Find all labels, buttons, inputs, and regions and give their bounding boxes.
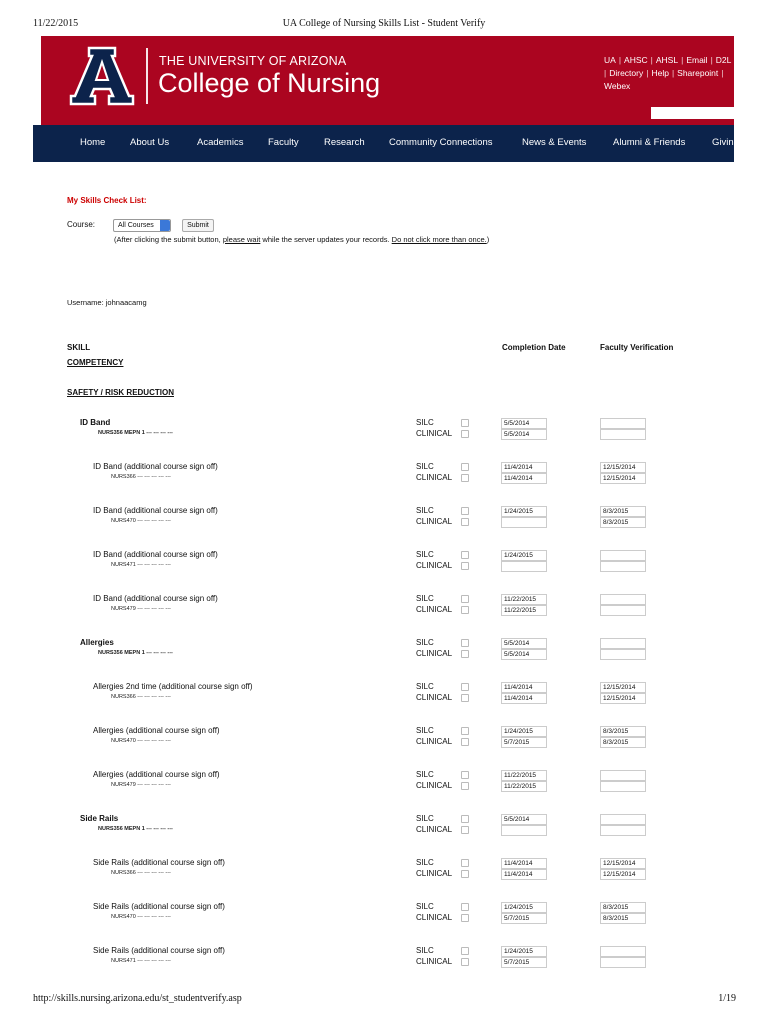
notice-dont-click: Do not click more than once. xyxy=(391,235,487,244)
clinical-checkbox[interactable] xyxy=(461,914,469,922)
silc-label: SILC xyxy=(416,682,434,691)
util-separator: | xyxy=(671,68,675,78)
skill-name: Side Rails (additional course sign off) xyxy=(93,902,225,911)
search-input[interactable] xyxy=(651,107,741,119)
header-completion-date: Completion Date xyxy=(502,343,566,352)
clinical-label: CLINICAL xyxy=(416,693,453,702)
skill-course-code: NURS479 --- --- --- --- --- xyxy=(111,606,171,612)
silc-faculty-verification[interactable]: 12/15/2014 xyxy=(600,462,646,473)
skill-row xyxy=(0,858,768,890)
main-nav xyxy=(33,125,739,162)
silc-faculty-verification[interactable]: 8/3/2015 xyxy=(600,506,646,517)
silc-faculty-verification[interactable] xyxy=(600,418,646,429)
silc-checkbox[interactable] xyxy=(461,903,469,911)
clinical-faculty-verification[interactable] xyxy=(600,561,646,572)
clinical-label: CLINICAL xyxy=(416,737,453,746)
clinical-faculty-verification[interactable] xyxy=(600,957,646,968)
skill-course-code: NURS470 --- --- --- --- --- xyxy=(111,518,171,524)
util-separator: | xyxy=(646,68,649,78)
skill-name: ID Band (additional course sign off) xyxy=(93,462,218,471)
college-name: College of Nursing xyxy=(158,68,381,98)
skill-course-code: NURS366 --- --- --- --- --- xyxy=(111,474,171,480)
silc-checkbox[interactable] xyxy=(461,683,469,691)
clinical-checkbox[interactable] xyxy=(461,606,469,614)
clinical-faculty-verification[interactable] xyxy=(600,649,646,660)
silc-label: SILC xyxy=(416,858,434,867)
clinical-completion-date[interactable] xyxy=(501,825,547,836)
util-link[interactable]: AHSC xyxy=(624,55,648,65)
util-separator: | xyxy=(721,68,724,78)
skill-name: ID Band xyxy=(80,418,111,427)
print-page-number: 1/19 xyxy=(718,993,736,1004)
skill-row xyxy=(0,506,768,538)
util-link[interactable]: UA xyxy=(604,55,616,65)
skill-row xyxy=(0,726,768,758)
util-separator: | xyxy=(681,55,684,65)
silc-faculty-verification[interactable] xyxy=(600,594,646,605)
silc-checkbox[interactable] xyxy=(461,859,469,867)
skill-name: ID Band (additional course sign off) xyxy=(93,550,218,559)
clinical-faculty-verification[interactable]: 8/3/2015 xyxy=(600,737,646,748)
notice-wait: please wait xyxy=(222,235,261,244)
chevron-down-icon xyxy=(160,220,170,231)
section-safety-risk-reduction: SAFETY / RISK REDUCTION xyxy=(67,388,174,397)
util-link-webex[interactable]: Webex xyxy=(604,81,631,91)
clinical-faculty-verification[interactable] xyxy=(600,605,646,616)
skill-name: ID Band (additional course sign off) xyxy=(93,594,218,603)
silc-completion-date[interactable]: 1/24/2015 xyxy=(501,550,547,561)
clinical-completion-date[interactable]: 5/5/2014 xyxy=(501,429,547,440)
clinical-completion-date[interactable]: 11/4/2014 xyxy=(501,693,547,704)
clinical-completion-date[interactable]: 11/22/2015 xyxy=(501,781,547,792)
clinical-completion-date[interactable]: 11/22/2015 xyxy=(501,605,547,616)
silc-completion-date[interactable]: 11/4/2014 xyxy=(501,858,547,869)
silc-checkbox[interactable] xyxy=(461,551,469,559)
print-title: UA College of Nursing Skills List - Student Verify xyxy=(282,18,486,29)
skill-course-code: NURS366 --- --- --- --- --- xyxy=(111,694,171,700)
silc-faculty-verification[interactable] xyxy=(600,946,646,957)
print-url: http://skills.nursing.arizona.edu/st_studentverify.asp xyxy=(33,993,242,1004)
skill-row xyxy=(0,682,768,714)
clinical-label: CLINICAL xyxy=(416,517,453,526)
util-link[interactable]: AHSL xyxy=(655,55,679,65)
skill-course-code: NURS356 MEPN 1 --- --- --- --- xyxy=(98,826,173,832)
skill-course-code: NURS471 --- --- --- --- --- xyxy=(111,958,171,964)
clinical-label: CLINICAL xyxy=(416,561,453,570)
clinical-checkbox[interactable] xyxy=(461,738,469,746)
clinical-faculty-verification[interactable]: 12/15/2014 xyxy=(600,473,646,484)
skill-name: ID Band (additional course sign off) xyxy=(93,506,218,515)
silc-completion-date[interactable]: 1/24/2015 xyxy=(501,946,547,957)
silc-label: SILC xyxy=(416,594,434,603)
clinical-faculty-verification[interactable] xyxy=(600,429,646,440)
course-select[interactable] xyxy=(113,219,171,232)
clinical-completion-date[interactable]: 11/4/2014 xyxy=(501,869,547,880)
clinical-faculty-verification[interactable]: 12/15/2014 xyxy=(600,869,646,880)
submit-button[interactable]: Submit xyxy=(182,219,214,232)
clinical-checkbox[interactable] xyxy=(461,826,469,834)
skill-course-code: NURS470 --- --- --- --- --- xyxy=(111,738,171,744)
silc-checkbox[interactable] xyxy=(461,595,469,603)
clinical-checkbox[interactable] xyxy=(461,430,469,438)
silc-faculty-verification[interactable] xyxy=(600,638,646,649)
skill-name: Allergies xyxy=(80,638,114,647)
skill-row xyxy=(0,638,768,670)
skill-row xyxy=(0,946,768,978)
skill-course-code: NURS356 MEPN 1 --- --- --- --- xyxy=(98,430,173,436)
silc-label: SILC xyxy=(416,462,434,471)
silc-completion-date[interactable]: 5/5/2014 xyxy=(501,418,547,429)
clinical-completion-date[interactable]: 5/7/2015 xyxy=(501,737,547,748)
nav-item[interactable]: Academics xyxy=(197,137,244,148)
silc-label: SILC xyxy=(416,902,434,911)
silc-label: SILC xyxy=(416,638,434,647)
nav-item[interactable]: Faculty xyxy=(268,137,299,148)
clinical-completion-date[interactable]: 11/4/2014 xyxy=(501,473,547,484)
clinical-checkbox[interactable] xyxy=(461,562,469,570)
university-logo[interactable] xyxy=(69,46,135,106)
silc-checkbox[interactable] xyxy=(461,947,469,955)
clinical-checkbox[interactable] xyxy=(461,650,469,658)
silc-completion-date[interactable]: 5/5/2014 xyxy=(501,638,547,649)
print-header xyxy=(0,18,768,32)
silc-faculty-verification[interactable]: 8/3/2015 xyxy=(600,902,646,913)
clinical-faculty-verification[interactable]: 12/15/2014 xyxy=(600,693,646,704)
util-separator: | xyxy=(618,55,622,65)
nav-item[interactable]: News & Events xyxy=(522,137,587,148)
silc-completion-date[interactable]: 11/4/2014 xyxy=(501,682,547,693)
nav-item[interactable]: Home xyxy=(80,137,106,148)
clinical-completion-date[interactable] xyxy=(501,561,547,572)
clinical-faculty-verification[interactable] xyxy=(600,825,646,836)
skill-name: Allergies (additional course sign off) xyxy=(93,726,220,735)
skill-course-code: NURS479 --- --- --- --- --- xyxy=(111,782,171,788)
util-link[interactable]: D2L xyxy=(715,55,732,65)
university-name: THE UNIVERSITY OF ARIZONA xyxy=(159,54,347,68)
skill-row xyxy=(0,594,768,626)
print-date: 11/22/2015 xyxy=(33,18,79,29)
skill-name: Side Rails (additional course sign off) xyxy=(93,946,225,955)
silc-faculty-verification[interactable] xyxy=(600,814,646,825)
clinical-checkbox[interactable] xyxy=(461,782,469,790)
clinical-label: CLINICAL xyxy=(416,957,453,966)
clinical-label: CLINICAL xyxy=(416,825,453,834)
skill-row xyxy=(0,418,768,450)
username: Username: johnaacamg xyxy=(67,298,147,307)
logo-letter: A xyxy=(69,46,70,47)
silc-completion-date[interactable]: 11/22/2015 xyxy=(501,594,547,605)
clinical-label: CLINICAL xyxy=(416,649,453,658)
skill-row xyxy=(0,462,768,494)
clinical-checkbox[interactable] xyxy=(461,474,469,482)
clinical-faculty-verification[interactable]: 8/3/2015 xyxy=(600,913,646,924)
silc-completion-date[interactable]: 1/24/2015 xyxy=(501,726,547,737)
silc-label: SILC xyxy=(416,506,434,515)
clinical-checkbox[interactable] xyxy=(461,870,469,878)
silc-checkbox[interactable] xyxy=(461,463,469,471)
skill-course-code: NURS471 --- --- --- --- --- xyxy=(111,562,171,568)
silc-completion-date[interactable]: 1/24/2015 xyxy=(501,902,547,913)
silc-label: SILC xyxy=(416,550,434,559)
clinical-completion-date[interactable]: 5/7/2015 xyxy=(501,957,547,968)
util-link[interactable]: Email xyxy=(686,55,708,65)
notice-text-mid: while the server updates your records. xyxy=(260,235,392,244)
util-separator: | xyxy=(604,68,607,78)
silc-faculty-verification[interactable] xyxy=(600,550,646,561)
notice-text: (After clicking the submit button, xyxy=(114,235,223,244)
skill-course-code: NURS356 MEPN 1 --- --- --- --- xyxy=(98,650,173,656)
silc-faculty-verification[interactable]: 12/15/2014 xyxy=(600,858,646,869)
course-label: Course: xyxy=(67,220,96,229)
nav-item[interactable]: Giving xyxy=(712,137,739,148)
site-banner xyxy=(41,36,734,125)
silc-label: SILC xyxy=(416,946,434,955)
silc-completion-date[interactable]: 11/22/2015 xyxy=(501,770,547,781)
clinical-completion-date[interactable]: 5/7/2015 xyxy=(501,913,547,924)
skill-name: Side Rails (additional course sign off) xyxy=(93,858,225,867)
silc-completion-date[interactable]: 5/5/2014 xyxy=(501,814,547,825)
clinical-label: CLINICAL xyxy=(416,781,453,790)
clinical-label: CLINICAL xyxy=(416,605,453,614)
skill-name: Allergies 2nd time (additional course sign off) xyxy=(93,682,253,691)
clinical-faculty-verification[interactable]: 8/3/2015 xyxy=(600,517,646,528)
clinical-label: CLINICAL xyxy=(416,913,453,922)
clinical-completion-date[interactable]: 5/5/2014 xyxy=(501,649,547,660)
skill-row xyxy=(0,814,768,846)
notice-text-end: ) xyxy=(486,235,490,244)
silc-faculty-verification[interactable]: 12/15/2014 xyxy=(600,682,646,693)
header-skill: SKILL xyxy=(67,343,91,352)
skills-check-list-title: My Skills Check List: xyxy=(67,196,147,205)
skill-course-code: NURS366 --- --- --- --- --- xyxy=(111,870,171,876)
clinical-checkbox[interactable] xyxy=(461,694,469,702)
clinical-faculty-verification[interactable] xyxy=(600,781,646,792)
silc-label: SILC xyxy=(416,726,434,735)
silc-checkbox[interactable] xyxy=(461,727,469,735)
clinical-label: CLINICAL xyxy=(416,429,453,438)
silc-checkbox[interactable] xyxy=(461,815,469,823)
skill-row xyxy=(0,550,768,582)
util-separator: | xyxy=(650,55,653,65)
nav-item[interactable]: Research xyxy=(324,137,365,148)
silc-label: SILC xyxy=(416,418,434,427)
clinical-label: CLINICAL xyxy=(416,869,453,878)
skill-course-code: NURS470 --- --- --- --- --- xyxy=(111,914,171,920)
util-separator: | xyxy=(710,55,713,65)
skill-name: Allergies (additional course sign off) xyxy=(93,770,220,779)
silc-faculty-verification[interactable]: 8/3/2015 xyxy=(600,726,646,737)
submit-notice xyxy=(114,235,489,244)
util-link[interactable]: Sharepoint xyxy=(677,68,719,78)
util-link[interactable]: Directory xyxy=(609,68,644,78)
nav-item[interactable]: About Us xyxy=(130,137,170,148)
silc-checkbox[interactable] xyxy=(461,507,469,515)
clinical-checkbox[interactable] xyxy=(461,958,469,966)
silc-label: SILC xyxy=(416,770,434,779)
silc-completion-date[interactable]: 11/4/2014 xyxy=(501,462,547,473)
util-link[interactable]: Help xyxy=(651,68,669,78)
silc-checkbox[interactable] xyxy=(461,639,469,647)
silc-checkbox[interactable] xyxy=(461,771,469,779)
utility-links xyxy=(604,54,731,93)
header-faculty-verification: Faculty Verification xyxy=(600,343,674,352)
course-select-value: All Courses xyxy=(118,222,154,229)
clinical-checkbox[interactable] xyxy=(461,518,469,526)
nav-item[interactable]: Community Connections xyxy=(389,137,493,148)
silc-checkbox[interactable] xyxy=(461,419,469,427)
clinical-completion-date[interactable] xyxy=(501,517,547,528)
banner-divider xyxy=(146,48,148,104)
skill-row xyxy=(0,902,768,934)
nav-item[interactable]: Alumni & Friends xyxy=(613,137,686,148)
silc-faculty-verification[interactable] xyxy=(600,770,646,781)
skill-row xyxy=(0,770,768,802)
header-competency: COMPETENCY xyxy=(67,358,124,367)
skill-name: Side Rails xyxy=(80,814,119,823)
silc-completion-date[interactable]: 1/24/2015 xyxy=(501,506,547,517)
clinical-label: CLINICAL xyxy=(416,473,453,482)
silc-label: SILC xyxy=(416,814,434,823)
